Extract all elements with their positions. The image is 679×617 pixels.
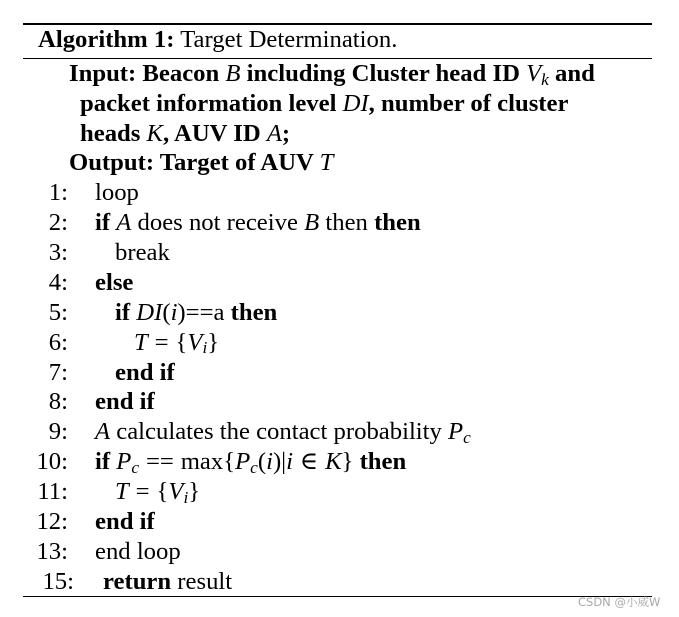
operator-double-equals: == (145, 448, 174, 476)
line-content (134, 328, 219, 360)
math-subscript-k: k (541, 69, 549, 89)
operator-bar: | (281, 448, 287, 476)
math-var-B: B (304, 209, 320, 237)
text-fragment: calculates the contact probability (116, 418, 442, 446)
line-number: 1: (48, 179, 68, 207)
math-var-P: P (116, 448, 132, 476)
line-content (115, 358, 175, 388)
algorithm-label: Algorithm 1: (38, 26, 175, 53)
algorithm-line-9 (0, 417, 679, 447)
math-var-DI: DI (342, 89, 369, 117)
math-var-V: V (168, 478, 184, 506)
line-number: 13: (36, 537, 68, 565)
keyword-return: return (103, 567, 172, 595)
math-subscript-i: i (202, 338, 208, 358)
keyword-end-if: end if (95, 507, 155, 535)
line-number: 8: (48, 388, 68, 416)
watermark: CSDN @小威W (578, 595, 661, 609)
math-var-T: T (115, 478, 129, 506)
keyword-if: if (95, 448, 111, 476)
math-var-B: B (225, 59, 241, 87)
line-number: 7: (48, 358, 68, 386)
math-subscript-c: c (463, 428, 471, 448)
line-content (95, 447, 406, 479)
input-label: Input: (69, 59, 137, 87)
keyword-then: then (374, 209, 421, 237)
end-loop-statement: end loop (95, 537, 181, 565)
bottom-rule (23, 596, 652, 598)
input-text: ; (281, 119, 291, 147)
text-equals-a: ==a (185, 298, 225, 326)
line-number: 4: (48, 268, 68, 296)
input-text: Beacon (142, 59, 220, 87)
math-var-A: A (266, 119, 282, 147)
algorithm-line-2 (0, 208, 679, 238)
line-number: 5: (48, 298, 68, 326)
operator-equals: = (135, 478, 150, 506)
brace-close: } (188, 478, 201, 506)
math-var-A: A (95, 418, 111, 446)
algorithm-body (0, 59, 679, 597)
line-content (103, 567, 232, 597)
math-var-DI: DI (136, 298, 163, 326)
line-content (95, 208, 421, 238)
input-text: , number of cluster (368, 89, 569, 117)
line-number: 15: (42, 567, 74, 595)
line-number: 9: (48, 418, 68, 446)
line-number: 3: (48, 239, 68, 267)
algorithm-line-10 (0, 447, 679, 477)
line-content (95, 537, 181, 567)
math-var-T: T (319, 149, 334, 177)
input-line-1 (0, 59, 679, 89)
algorithm-line-15 (0, 567, 679, 597)
keyword-then: then (230, 298, 278, 326)
algorithm-line-1 (0, 178, 679, 208)
math-var-T: T (134, 328, 148, 356)
line-number: 11: (37, 478, 68, 506)
line-content (95, 178, 139, 208)
algorithm-line-6 (0, 328, 679, 358)
operator-max: max (180, 448, 224, 476)
math-subscript-c: c (250, 457, 258, 477)
keyword-if: if (115, 298, 131, 326)
loop-statement: loop (95, 179, 139, 207)
algorithm-title: Target Determination. (180, 26, 398, 53)
line-number: 6: (48, 328, 68, 356)
line-content (95, 417, 471, 449)
input-text: , AUV ID (163, 119, 261, 147)
math-var-i: i (170, 298, 178, 326)
algorithm-line-8 (0, 387, 679, 417)
paren-close: ) (272, 448, 282, 476)
line-content (95, 268, 133, 298)
keyword-else: else (95, 268, 134, 296)
operator-equals: = (154, 328, 169, 356)
algorithm-line-11 (0, 477, 679, 507)
algorithm-line-4 (0, 268, 679, 298)
math-subscript-c: c (131, 457, 140, 477)
math-var-P: P (235, 448, 251, 476)
line-number: 2: (48, 209, 68, 237)
input-text: and (555, 59, 595, 87)
input-text: heads (80, 119, 141, 147)
math-var-A: A (116, 209, 132, 237)
paren-close: ) (177, 298, 186, 326)
line-number: 10: (36, 448, 68, 476)
math-var-i: i (266, 448, 273, 476)
brace-open: { (175, 328, 188, 356)
math-var-K: K (146, 119, 164, 147)
math-subscript-i: i (183, 487, 189, 507)
brace-open: { (223, 448, 236, 476)
algorithm-line-12 (0, 507, 679, 537)
output-label: Output: (69, 149, 155, 177)
keyword-if: if (95, 209, 111, 237)
line-content (115, 238, 170, 268)
algorithm-line-13 (0, 537, 679, 567)
math-var-V: V (526, 59, 542, 87)
keyword-end-if: end if (115, 358, 175, 386)
return-value: result (177, 567, 233, 595)
line-content (95, 387, 155, 417)
input-line-2 (0, 89, 679, 119)
operator-element-of: ∈ (299, 448, 319, 476)
input-line-3 (0, 119, 679, 149)
math-var-i: i (286, 448, 293, 476)
algorithm-caption (38, 25, 397, 55)
break-statement: break (115, 239, 170, 267)
math-var-K: K (325, 448, 342, 476)
line-content (95, 507, 155, 537)
algorithm-line-3 (0, 238, 679, 268)
paren-open: ( (162, 298, 171, 326)
algorithm-line-7 (0, 358, 679, 388)
keyword-end-if: end if (95, 388, 155, 416)
keyword-then: then (359, 448, 407, 476)
output-line (0, 148, 679, 178)
line-number: 12: (36, 507, 68, 535)
line-content (115, 298, 277, 328)
brace-close: } (207, 328, 220, 356)
math-var-V: V (187, 328, 203, 356)
text-then: then (325, 209, 368, 237)
output-text: Target of AUV (159, 149, 314, 177)
algorithm-line-5 (0, 298, 679, 328)
line-content (115, 477, 200, 509)
text-fragment: does not receive (137, 209, 298, 237)
brace-close: } (341, 448, 354, 476)
paren-open: ( (257, 448, 267, 476)
input-text: packet information level (80, 89, 337, 117)
brace-open: { (156, 478, 169, 506)
input-text: including Cluster head ID (246, 59, 520, 87)
math-var-P: P (448, 418, 464, 446)
